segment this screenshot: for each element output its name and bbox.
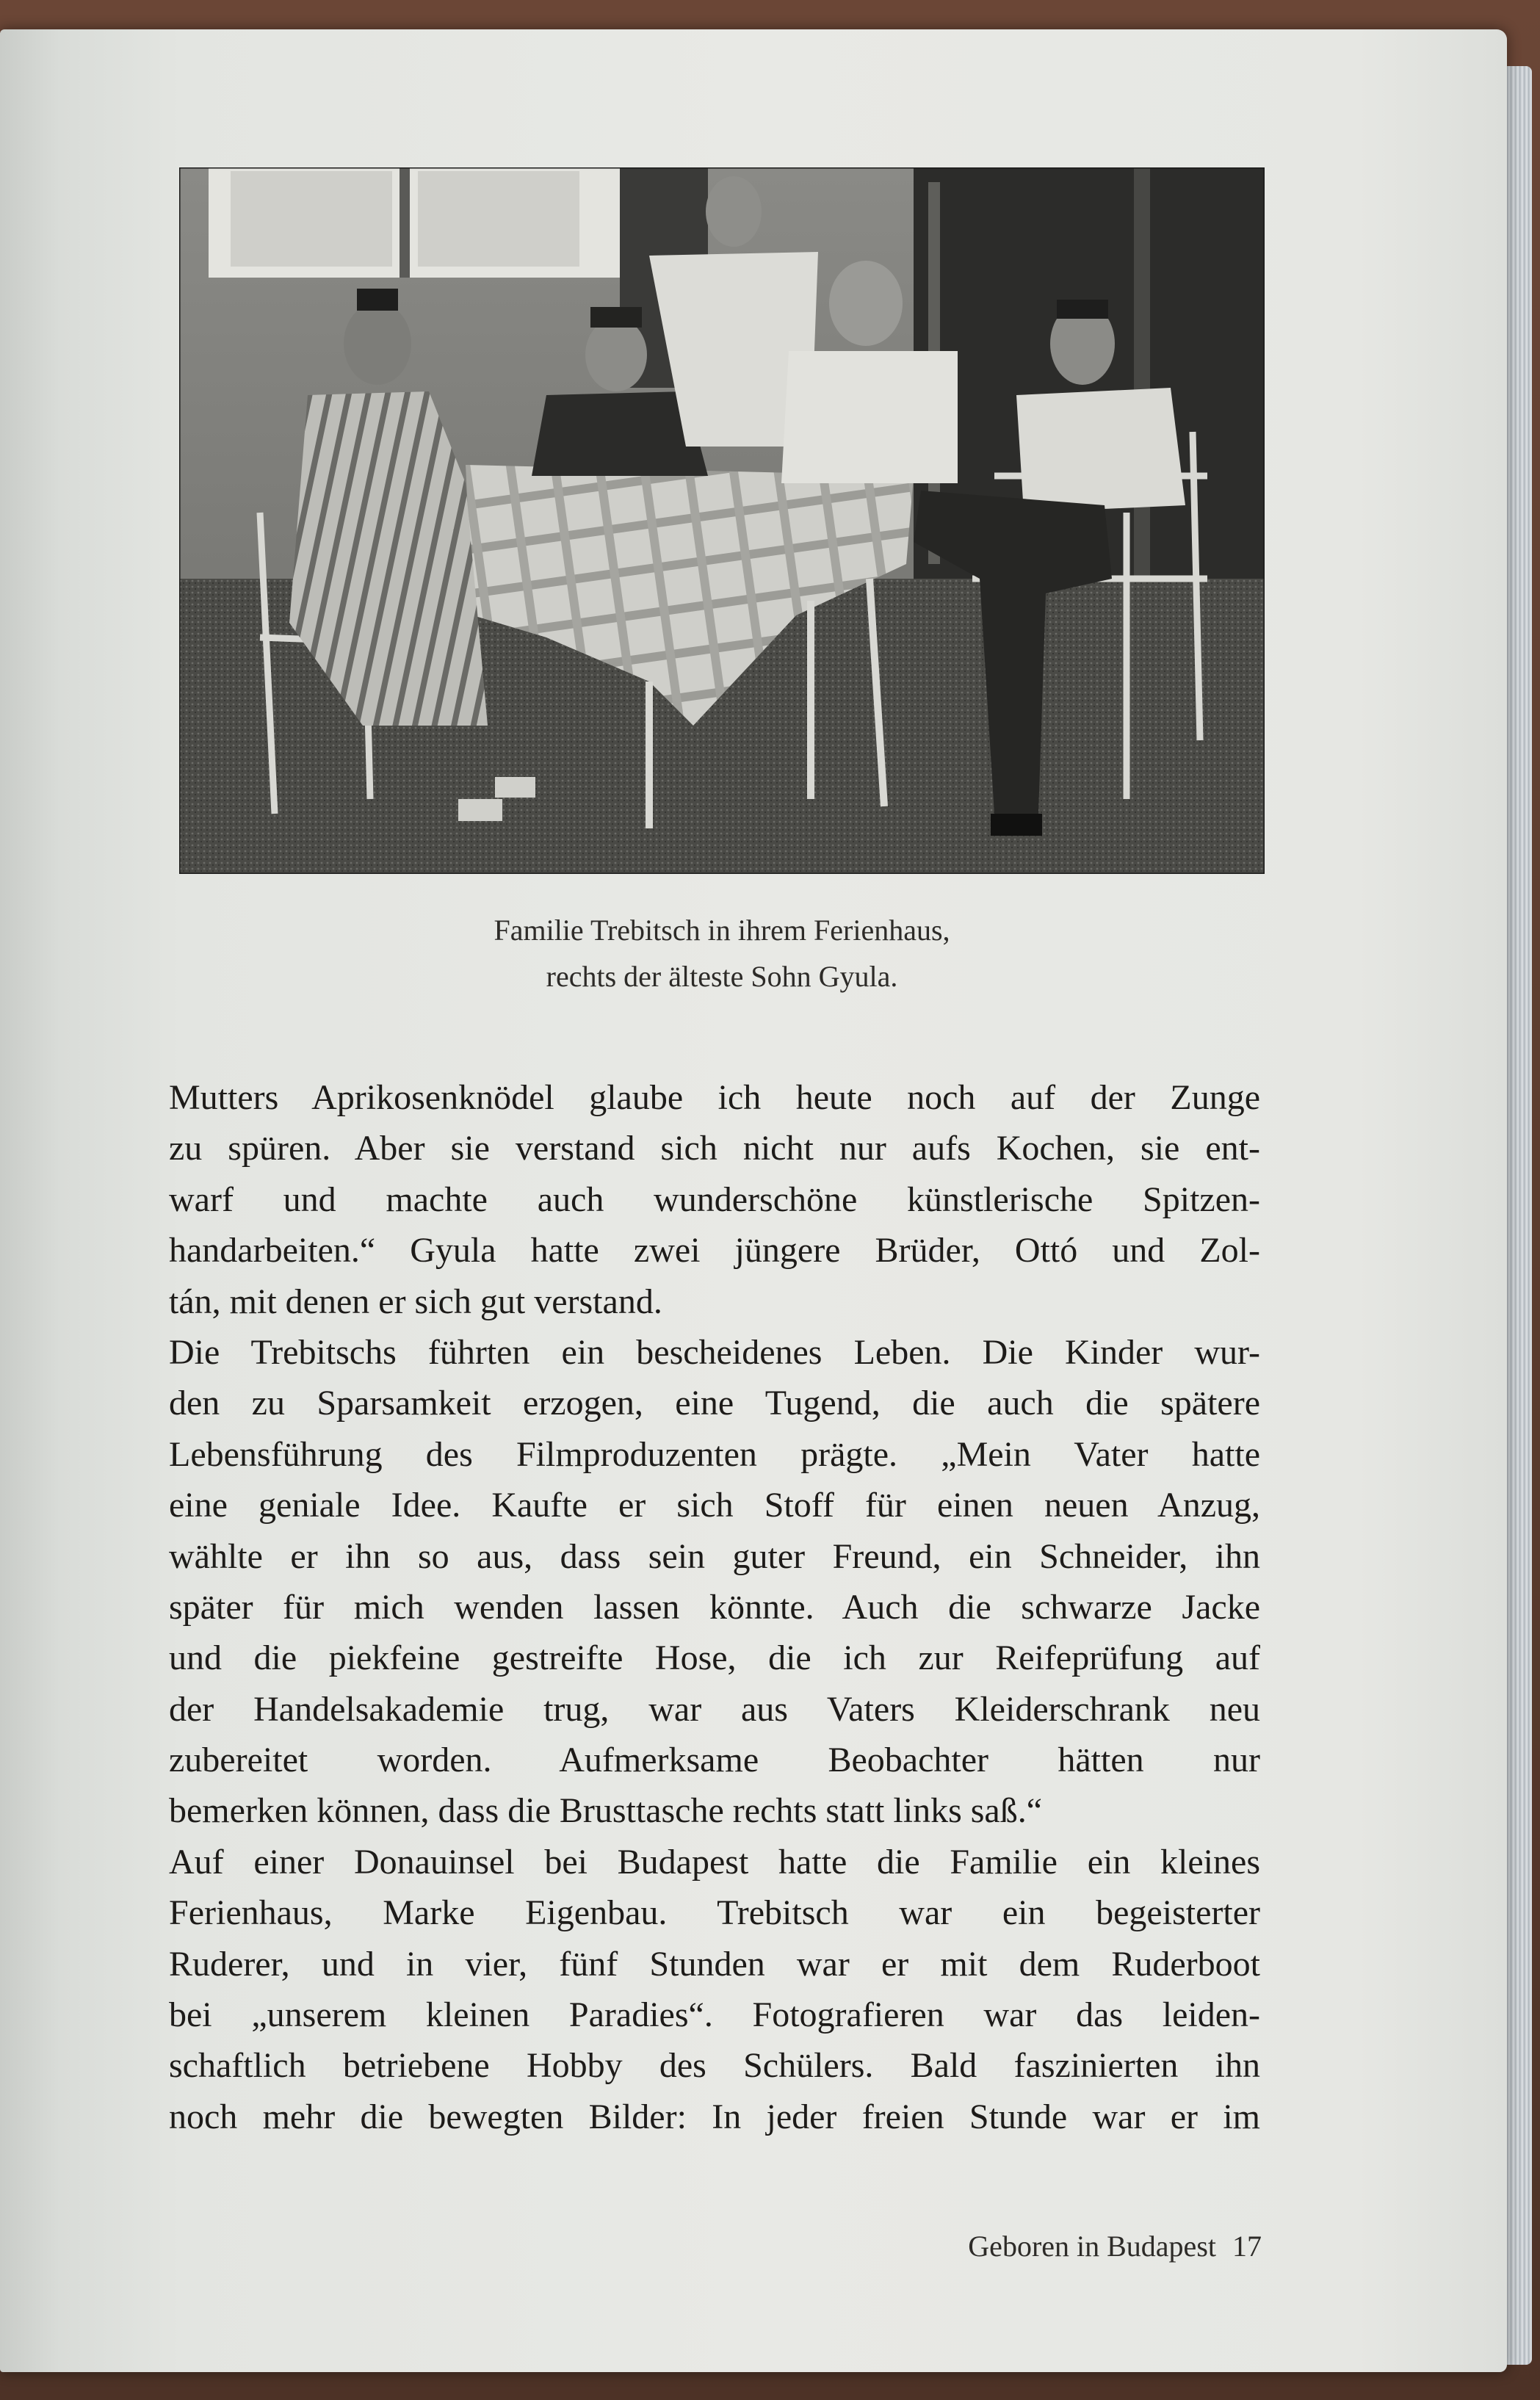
text-line: zu spüren. Aber sie verstand sich nicht nur aufs Kochen, sie ent- xyxy=(169,1129,1260,1168)
body-text xyxy=(169,1072,1260,2142)
text-line: später für mich wenden lassen könnte. Auch die schwarze Jacke xyxy=(169,1587,1260,1627)
text-line: und die piekfeine gestreifte Hose, die ich zur Reifeprüfung auf xyxy=(169,1638,1260,1678)
text-line: eine geniale Idee. Kaufte er sich Stoff für einen neuen Anzug, xyxy=(169,1486,1260,1525)
text-line: Ruderer, und in vier, fünf Stunden war er mit dem Ruderboot xyxy=(169,1944,1260,1984)
text-line: bei „unserem kleinen Paradies“. Fotografieren war das leiden- xyxy=(169,1995,1260,2035)
text-line: schaftlich betriebene Hobby des Schülers. Bald faszinierten ihn xyxy=(169,2046,1260,2086)
text-line: zubereitet worden. Aufmerksame Beobachter hätten nur xyxy=(169,1741,1260,1780)
text-line: der Handelsakademie trug, war aus Vaters Kleiderschrank neu xyxy=(169,1689,1260,1729)
photo-caption xyxy=(179,907,1265,1000)
text-line: Auf einer Donauinsel bei Budapest hatte die Familie ein kleines xyxy=(169,1842,1260,1882)
book-page xyxy=(0,29,1507,2372)
text-line: Die Trebitschs führten ein bescheidenes Leben. Die Kinder wur- xyxy=(169,1332,1260,1372)
text-line: Lebensführung des Filmproduzenten prägte. „Mein Vater hatte xyxy=(169,1434,1260,1474)
family-photo xyxy=(179,167,1265,874)
text-line: Mutters Aprikosenknödel glaube ich heute noch auf der Zunge xyxy=(169,1078,1260,1117)
text-line: handarbeiten.“ Gyula hatte zwei jüngere Brüder, Ottó und Zol- xyxy=(169,1231,1260,1271)
text-line: bemerken können, dass die Brusttasche rechts statt links saß.“ xyxy=(169,1791,1043,1831)
caption-line-1: Familie Trebitsch in ihrem Ferienhaus, xyxy=(494,914,950,947)
page-number: 17 xyxy=(1232,2230,1262,2263)
text-line: tán, mit denen er sich gut verstand. xyxy=(169,1282,662,1321)
text-line: Ferienhaus, Marke Eigenbau. Trebitsch war ein begeisterter xyxy=(169,1893,1260,1933)
page-footer xyxy=(808,2229,1262,2263)
text-line: warf und machte auch wunderschöne künstlerische Spitzen- xyxy=(169,1179,1260,1219)
caption-line-2: rechts der älteste Sohn Gyula. xyxy=(546,960,898,993)
text-line: den zu Sparsamkeit erzogen, eine Tugend, die auch die spätere xyxy=(169,1384,1260,1423)
running-title: Geboren in Budapest xyxy=(968,2230,1216,2263)
text-line: noch mehr die bewegten Bilder: In jeder freien Stunde war er im xyxy=(169,2097,1260,2136)
text-line: wählte er ihn so aus, dass sein guter Freund, ein Schneider, ihn xyxy=(169,1536,1260,1576)
